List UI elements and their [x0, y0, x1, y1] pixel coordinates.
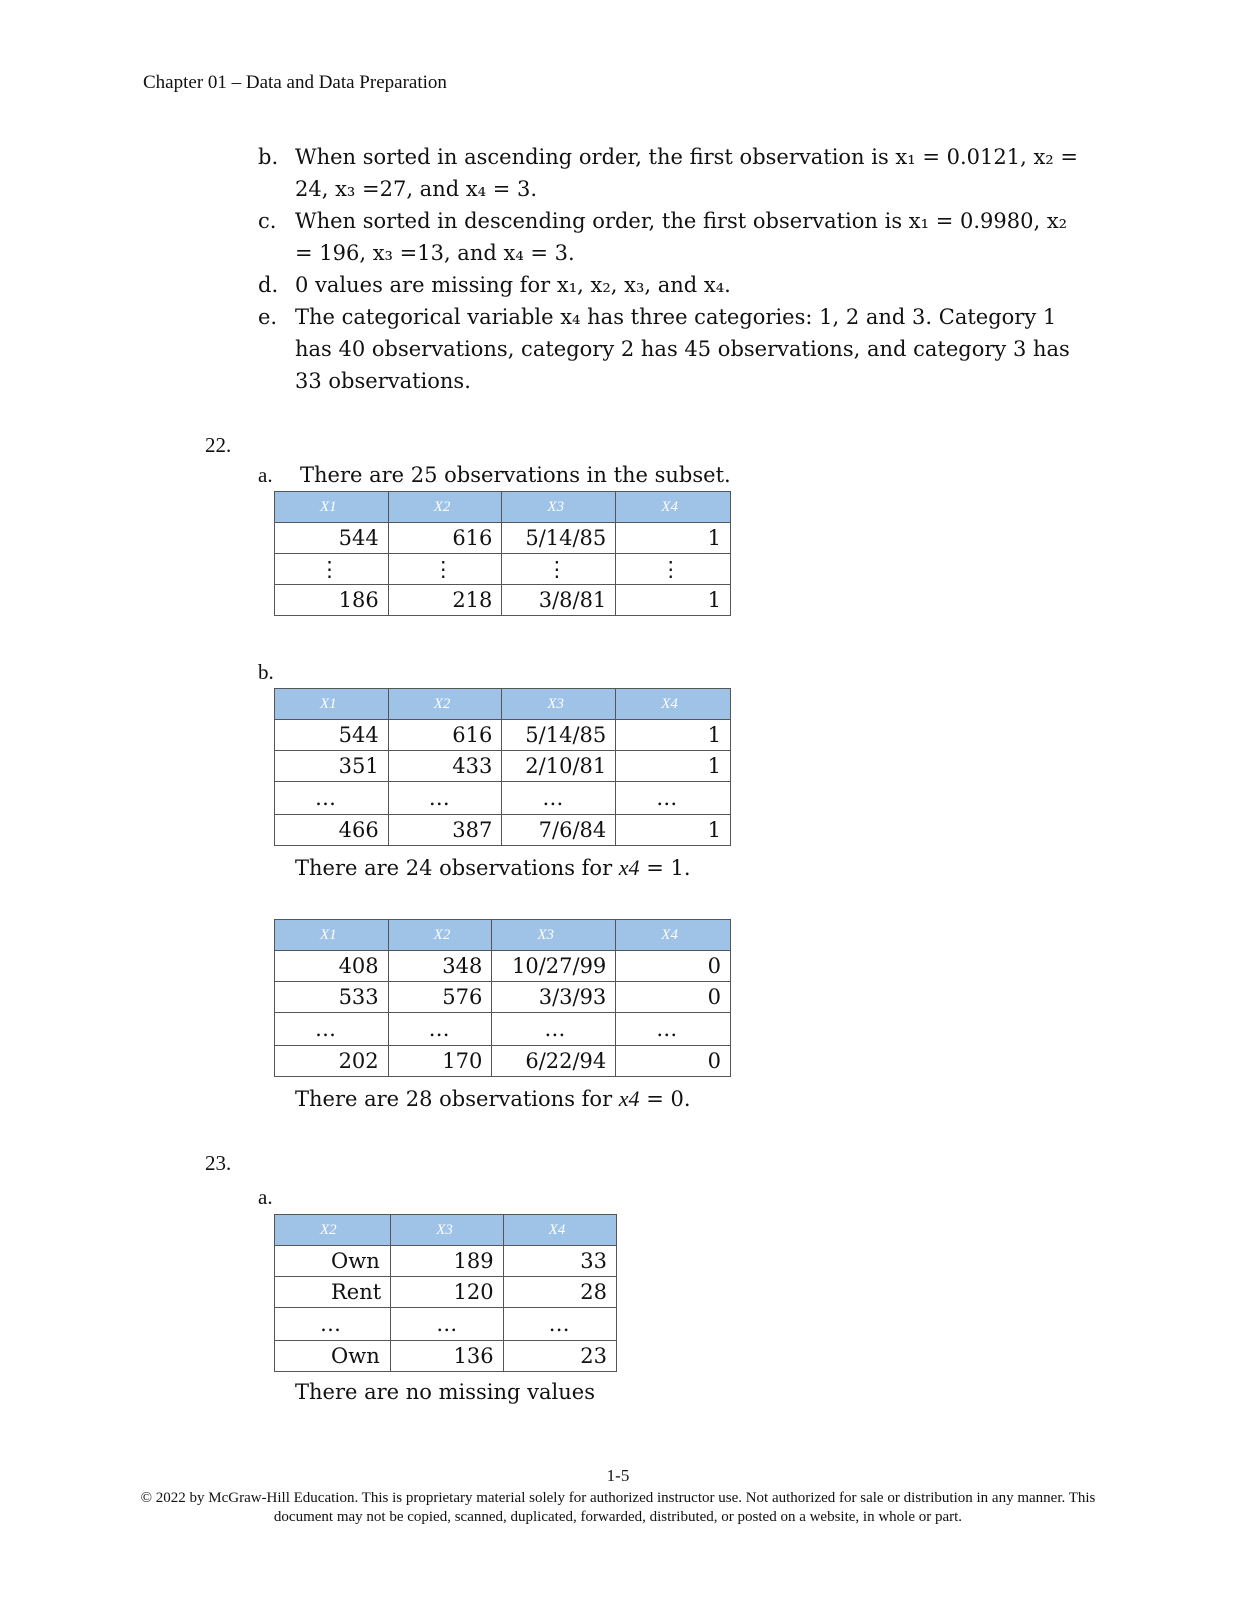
table-row [275, 585, 731, 616]
table-cell: Rent [275, 1277, 391, 1308]
table-cell: Own [275, 1341, 391, 1372]
item-text: 0 values are missing for x₁, x₂, x₃, and x₄. [295, 273, 731, 297]
table-cell: 433 [388, 751, 502, 782]
item-letter: d. [258, 273, 279, 297]
sub-label: a. [258, 1185, 273, 1209]
column-header: X2 [388, 689, 502, 720]
table-cell: 351 [275, 751, 389, 782]
table-cell: 533 [275, 982, 389, 1013]
table-cell: 186 [275, 585, 389, 616]
table-cell: 33 [503, 1246, 616, 1277]
table-row [275, 1341, 617, 1372]
item-text: When sorted in descending order, the first observation is x₁ = 0.9980, x₂ = 196, x₃ =13, and x₄ = 3. [295, 209, 1068, 265]
table-cell: 6/22/94 [492, 1046, 616, 1077]
data-table [274, 491, 731, 616]
table-cell: 1 [616, 585, 731, 616]
table-row [275, 1277, 617, 1308]
column-header: X2 [388, 920, 492, 951]
table-row [275, 982, 731, 1013]
table-cell: … [275, 1308, 391, 1341]
column-header: X3 [502, 689, 616, 720]
missing-values-note: There are no missing values [295, 1380, 595, 1404]
table-header-row [275, 492, 731, 523]
table-cell: … [391, 1308, 503, 1341]
table-cell: 348 [388, 951, 492, 982]
answer-item [258, 141, 1078, 205]
column-header: X1 [275, 492, 389, 523]
data-table [274, 688, 731, 846]
sub-label: b. [258, 660, 274, 684]
table-row [275, 554, 731, 585]
column-header: X1 [275, 920, 389, 951]
table-row [275, 1046, 731, 1077]
column-header: X4 [503, 1215, 616, 1246]
column-header: X2 [388, 492, 502, 523]
table-header-row [275, 689, 731, 720]
column-header: X3 [391, 1215, 503, 1246]
table-cell: 544 [275, 720, 389, 751]
chapter-header: Chapter 01 – Data and Data Preparation [143, 72, 447, 93]
table-row [275, 751, 731, 782]
question-21-answers [258, 141, 1078, 397]
table-cell: 576 [388, 982, 492, 1013]
sub-label: a. [258, 463, 273, 487]
column-header: X2 [275, 1215, 391, 1246]
note-text: = 0. [639, 1087, 691, 1111]
table-cell: … [616, 1013, 731, 1046]
table-cell: 136 [391, 1341, 503, 1372]
table-cell: … [275, 1013, 389, 1046]
table-cell: … [503, 1308, 616, 1341]
column-header: X3 [492, 920, 616, 951]
copyright-notice: © 2022 by McGraw-Hill Education. This is proprietary material solely for authorized instructor use. Not authorized for sale or distribution in any manner. This document may not be copied, scanned, duplicated, forwarded, distributed, or posted on a website, in whole or part. [140, 1490, 1096, 1525]
table-cell: 28 [503, 1277, 616, 1308]
table-cell: 120 [391, 1277, 503, 1308]
count-note [295, 1086, 691, 1112]
table-cell: ⋮ [275, 554, 389, 585]
table-cell: 616 [388, 523, 502, 554]
variable-name: x4 [618, 855, 640, 880]
table-cell: 23 [503, 1341, 616, 1372]
table-cell: … [388, 782, 502, 815]
item-text: When sorted in ascending order, the first observation is x₁ = 0.0121, x₂ = 24, x₃ =27, and x₄ = 3. [295, 145, 1078, 201]
column-header: X4 [616, 492, 731, 523]
table-cell: 1 [616, 720, 731, 751]
table-cell: 466 [275, 815, 389, 846]
table-cell: 1 [616, 523, 731, 554]
table-cell: … [388, 1013, 492, 1046]
table-cell: … [616, 782, 731, 815]
table-cell: 616 [388, 720, 502, 751]
table-row [275, 1308, 617, 1341]
table-row [275, 1246, 617, 1277]
table-cell: 2/10/81 [502, 751, 616, 782]
item-letter: b. [258, 145, 279, 169]
subset-note: There are 25 observations in the subset. [300, 463, 731, 487]
table-cell: 1 [616, 751, 731, 782]
table-header-row [275, 920, 731, 951]
note-text: There are 24 observations for [295, 856, 619, 880]
table-cell: 189 [391, 1246, 503, 1277]
table-cell: Own [275, 1246, 391, 1277]
table-cell: 5/14/85 [502, 523, 616, 554]
table-row [275, 815, 731, 846]
page-number: 1-5 [606, 1466, 630, 1485]
table-cell: 544 [275, 523, 389, 554]
answer-item [258, 301, 1078, 397]
item-letter: c. [258, 209, 277, 233]
column-header: X3 [502, 492, 616, 523]
variable-name: x4 [618, 1086, 640, 1111]
table-cell: 387 [388, 815, 502, 846]
note-text: = 1. [639, 856, 691, 880]
table-cell: 0 [616, 982, 731, 1013]
column-header: X4 [616, 689, 731, 720]
table-cell: 170 [388, 1046, 492, 1077]
table-cell: 408 [275, 951, 389, 982]
table-cell: 5/14/85 [502, 720, 616, 751]
table-row [275, 1013, 731, 1046]
item-letter: e. [258, 305, 278, 329]
table-cell: 0 [616, 951, 731, 982]
table-row [275, 951, 731, 982]
table-cell: … [502, 782, 616, 815]
table-row [275, 782, 731, 815]
table-cell: 1 [616, 815, 731, 846]
table-cell: 10/27/99 [492, 951, 616, 982]
table-cell: 202 [275, 1046, 389, 1077]
table-cell: 3/8/81 [502, 585, 616, 616]
data-table [274, 919, 731, 1077]
table-cell: 0 [616, 1046, 731, 1077]
table-header-row [275, 1215, 617, 1246]
count-note [295, 855, 691, 881]
table-cell: 218 [388, 585, 502, 616]
item-text: The categorical variable x₄ has three categories: 1, 2 and 3. Category 1 has 40 observations, category 2 has 45 observations, and category 3 has 33 observations. [295, 305, 1070, 393]
question-number: 22. [205, 433, 232, 457]
table-cell: ⋮ [502, 554, 616, 585]
table-cell: ⋮ [388, 554, 502, 585]
table-row [275, 720, 731, 751]
table-row [275, 523, 731, 554]
note-text: There are 28 observations for [295, 1087, 619, 1111]
table-cell: 7/6/84 [502, 815, 616, 846]
answer-item [258, 269, 1078, 301]
data-table [274, 1214, 617, 1372]
table-cell: … [492, 1013, 616, 1046]
column-header: X1 [275, 689, 389, 720]
column-header: X4 [616, 920, 731, 951]
question-number: 23. [205, 1151, 232, 1175]
table-cell: ⋮ [616, 554, 731, 585]
table-cell: … [275, 782, 389, 815]
table-cell: 3/3/93 [492, 982, 616, 1013]
answer-item [258, 205, 1078, 269]
